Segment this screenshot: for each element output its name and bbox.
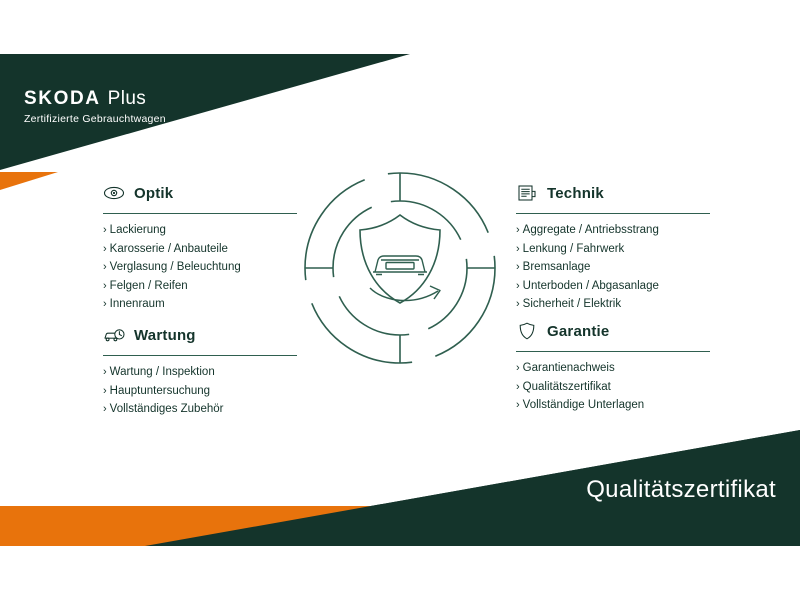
bullet-chevron: › bbox=[516, 362, 520, 374]
list-item bbox=[516, 396, 710, 415]
list-item-label: Wartung / Inspektion bbox=[109, 366, 215, 378]
section-optik bbox=[103, 180, 297, 314]
list-item bbox=[516, 359, 710, 378]
service-clock-icon bbox=[103, 325, 125, 345]
list-item-label: Innenraum bbox=[109, 298, 165, 310]
brand-plus: Plus bbox=[107, 88, 147, 109]
section-title: Technik bbox=[547, 184, 604, 202]
car-front bbox=[373, 256, 427, 275]
list-item-label: Bremsanlage bbox=[522, 261, 591, 273]
inner-ring bbox=[333, 201, 467, 335]
list-item bbox=[516, 295, 710, 314]
bullet-chevron: › bbox=[103, 366, 107, 378]
bullet-chevron: › bbox=[516, 242, 520, 255]
bullet-chevron: › bbox=[516, 399, 520, 411]
section-title: Optik bbox=[134, 184, 174, 202]
bullet-chevron: › bbox=[516, 380, 520, 393]
bullet-chevron: › bbox=[516, 261, 520, 273]
list-item-label: Aggregate / Antriebsstrang bbox=[522, 224, 659, 236]
section-item-list bbox=[516, 221, 710, 314]
list-item-label: Felgen / Reifen bbox=[109, 279, 188, 292]
list-item-label: Lackierung bbox=[109, 224, 166, 236]
list-item-label: Unterboden / Abgasanlage bbox=[522, 279, 659, 292]
section-technik bbox=[516, 180, 710, 314]
list-item-label: Verglasung / Beleuchtung bbox=[109, 261, 241, 273]
list-item-label: Karosserie / Anbauteile bbox=[109, 242, 228, 255]
list-item-label: Vollständiges Zubehör bbox=[109, 403, 224, 415]
list-item bbox=[103, 363, 297, 382]
list-item-label: Vollständige Unterlagen bbox=[522, 399, 645, 411]
brand-subtitle: Zertifizierte Gebrauchtwagen bbox=[24, 113, 166, 125]
section-item-list bbox=[516, 359, 710, 415]
bullet-chevron: › bbox=[103, 403, 107, 415]
bullet-chevron: › bbox=[103, 224, 107, 236]
section-wartung bbox=[103, 322, 297, 419]
section-title: Wartung bbox=[134, 326, 196, 344]
vehicle-inspection-circle-graphic bbox=[292, 160, 508, 376]
bullet-chevron: › bbox=[103, 279, 107, 292]
top-left-orange-sliver bbox=[0, 172, 58, 190]
eye-icon bbox=[103, 183, 125, 203]
list-item bbox=[516, 277, 710, 296]
section-item-list bbox=[103, 363, 297, 419]
bullet-chevron: › bbox=[103, 384, 107, 397]
bullet-chevron: › bbox=[516, 224, 520, 236]
list-item bbox=[103, 400, 297, 419]
section-divider bbox=[103, 213, 297, 214]
section-title: Garantie bbox=[547, 322, 610, 340]
list-item-label: Qualitätszertifikat bbox=[522, 380, 611, 393]
engine-list-icon bbox=[516, 183, 538, 203]
footer-title: Qualitätszertifikat bbox=[586, 476, 776, 503]
list-item bbox=[103, 277, 297, 296]
list-item bbox=[103, 240, 297, 259]
list-item bbox=[516, 240, 710, 259]
brand-block bbox=[24, 88, 166, 125]
list-item bbox=[516, 221, 710, 240]
list-item-label: Lenkung / Fahrwerk bbox=[522, 242, 625, 255]
list-item bbox=[516, 378, 710, 397]
list-item bbox=[103, 221, 297, 240]
bullet-chevron: › bbox=[516, 279, 520, 292]
list-item bbox=[516, 258, 710, 277]
section-divider bbox=[516, 213, 710, 214]
bullet-chevron: › bbox=[103, 242, 107, 255]
list-item-label: Sicherheit / Elektrik bbox=[522, 298, 622, 310]
section-divider bbox=[103, 355, 297, 356]
list-item bbox=[103, 258, 297, 277]
list-item bbox=[103, 295, 297, 314]
brand-name: SKODA bbox=[24, 88, 101, 109]
section-item-list bbox=[103, 221, 297, 314]
list-item-label: Hauptuntersuchung bbox=[109, 384, 211, 397]
list-item-label: Garantienachweis bbox=[522, 362, 615, 374]
section-divider bbox=[516, 351, 710, 352]
bullet-chevron: › bbox=[103, 261, 107, 273]
list-item bbox=[103, 382, 297, 401]
section-garantie bbox=[516, 318, 710, 415]
bullet-chevron: › bbox=[516, 298, 520, 310]
shield-icon bbox=[516, 321, 538, 341]
bullet-chevron: › bbox=[103, 298, 107, 310]
